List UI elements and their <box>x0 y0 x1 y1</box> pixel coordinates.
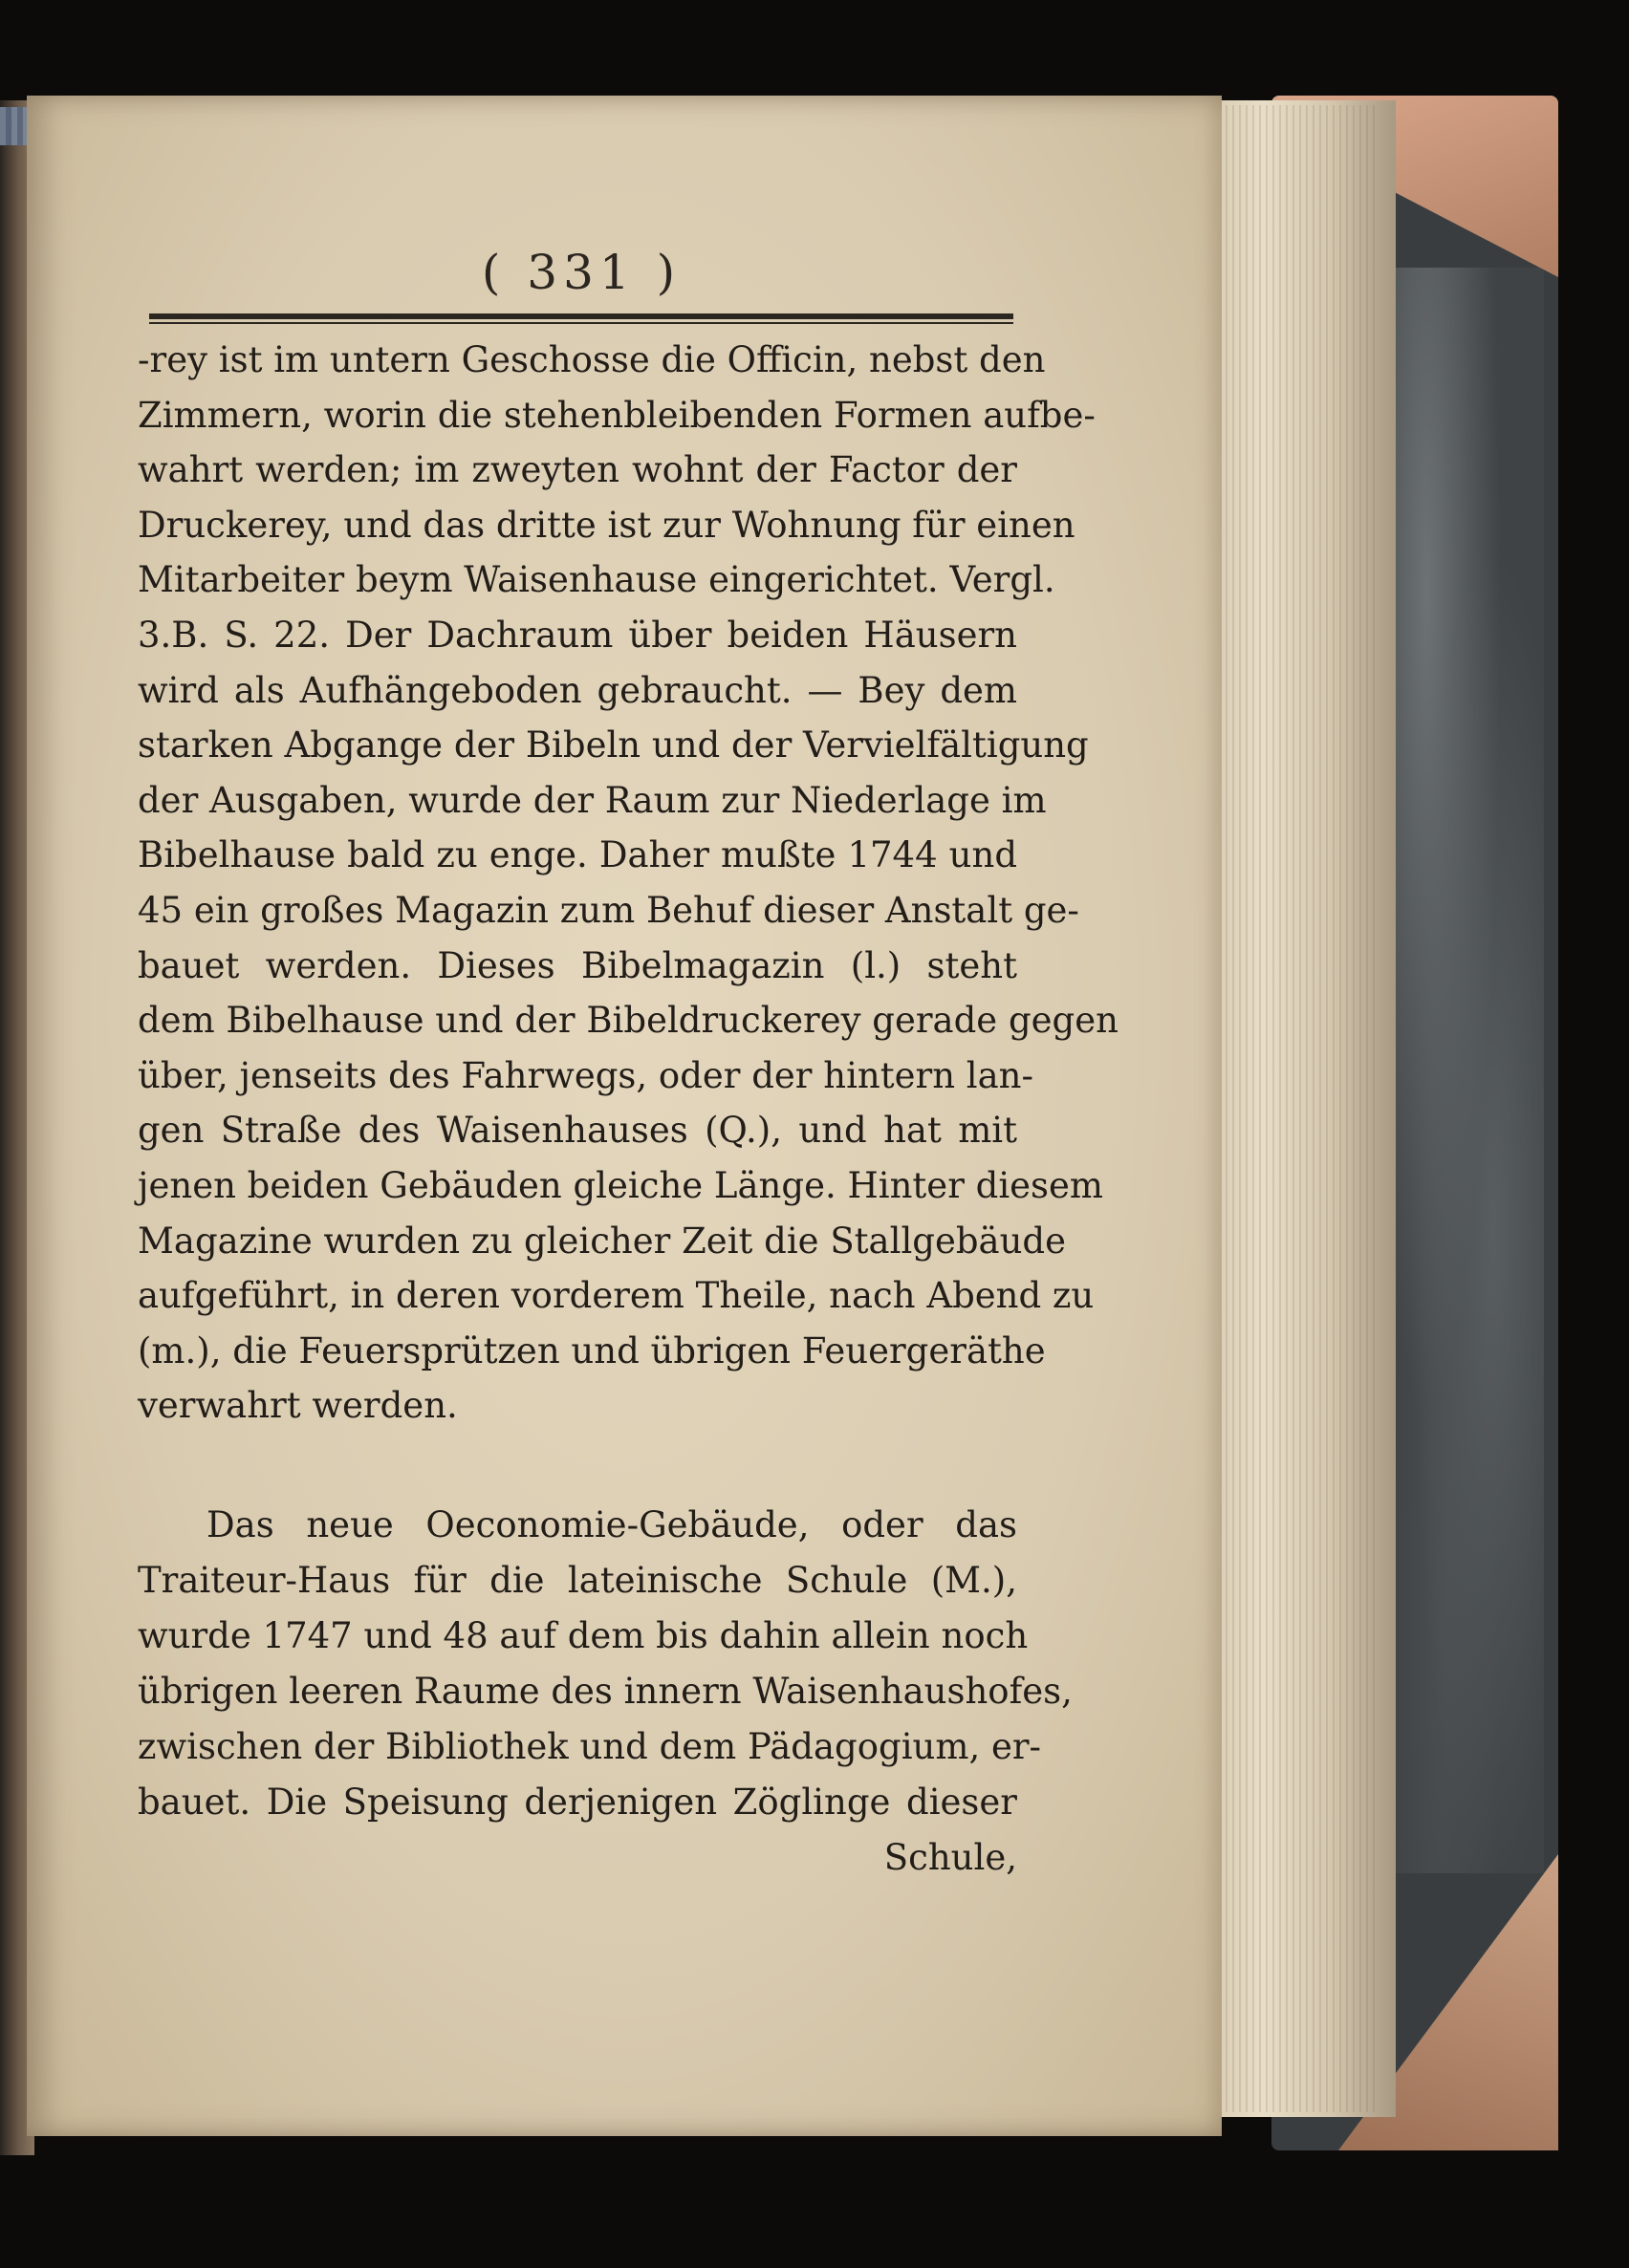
text-line: -rey ist im untern Geschosse die Officin, nebst den <box>138 339 1046 380</box>
text-line: der Ausgaben, wurde der Raum zur Niederlage im <box>138 779 1047 821</box>
text-line: Magazine wurden zu gleicher Zeit die Stallgebäude <box>138 1220 1067 1262</box>
body-text <box>138 333 1119 1886</box>
paragraph-gap <box>138 1434 1017 1498</box>
catchword: Schule, <box>883 1836 1017 1878</box>
marbled-cover-panel <box>1377 268 1544 1873</box>
text-line: wahrt werden; im zweyten wohnt der Factor der <box>138 449 1017 491</box>
text-line: dem Bibelhause und der Bibeldruckerey gerade gegen <box>138 1000 1119 1042</box>
text-line: über, jenseits des Fahrwegs, oder der hintern lan- <box>138 1054 1034 1096</box>
text-line: starken Abgange der Bibeln und der Vervielfältigung <box>138 724 1089 767</box>
text-line: verwahrt werden. <box>138 1385 458 1427</box>
text-line: Das neue Oeconomie-Gebäude, oder das <box>206 1503 1017 1545</box>
text-line: bauet werden. Dieses Bibelmagazin (l.) steht <box>138 944 1017 986</box>
text-line: Druckerey, und das dritte ist zur Wohnung für einen <box>138 504 1075 546</box>
text-line: Zimmern, worin die stehenbleibenden Formen aufbe- <box>138 394 1096 436</box>
text-line: zwischen der Bibliothek und dem Pädagogium, er- <box>138 1725 1042 1767</box>
text-line: 3.B. S. 22. Der Dachraum über beiden Häusern <box>138 614 1017 656</box>
text-line: jenen beiden Gebäuden gleiche Länge. Hinter diesem <box>138 1164 1104 1206</box>
page-number-header: ( 331 ) <box>481 245 682 300</box>
text-line: Bibelhause bald zu enge. Daher mußte 1744 und <box>138 834 1017 876</box>
book-page <box>27 96 1222 2136</box>
header-rule <box>149 313 1013 319</box>
text-line: aufgeführt, in deren vorderem Theile, nach Abend zu <box>138 1275 1095 1317</box>
header-rule-thin <box>149 322 1013 324</box>
text-line: bauet. Die Speisung derjenigen Zöglinge dieser <box>138 1781 1017 1823</box>
text-line: (m.), die Feuersprützen und übrigen Feuergeräthe <box>138 1329 1046 1372</box>
text-line: übrigen leeren Raume des innern Waisenhaushofes, <box>138 1670 1073 1712</box>
text-line: wurde 1747 und 48 auf dem bis dahin allein noch <box>138 1614 1029 1656</box>
text-line: Traiteur-Haus für die lateinische Schule (M.), <box>138 1559 1017 1601</box>
text-line: gen Straße des Waisenhauses (Q.), und hat mit <box>138 1110 1017 1152</box>
text-line: wird als Aufhängeboden gebraucht. — Bey dem <box>138 669 1017 711</box>
text-line: Mitarbeiter beym Waisenhause eingerichtet. Vergl. <box>138 559 1055 601</box>
text-line: 45 ein großes Magazin zum Behuf dieser Anstalt ge- <box>138 889 1079 931</box>
